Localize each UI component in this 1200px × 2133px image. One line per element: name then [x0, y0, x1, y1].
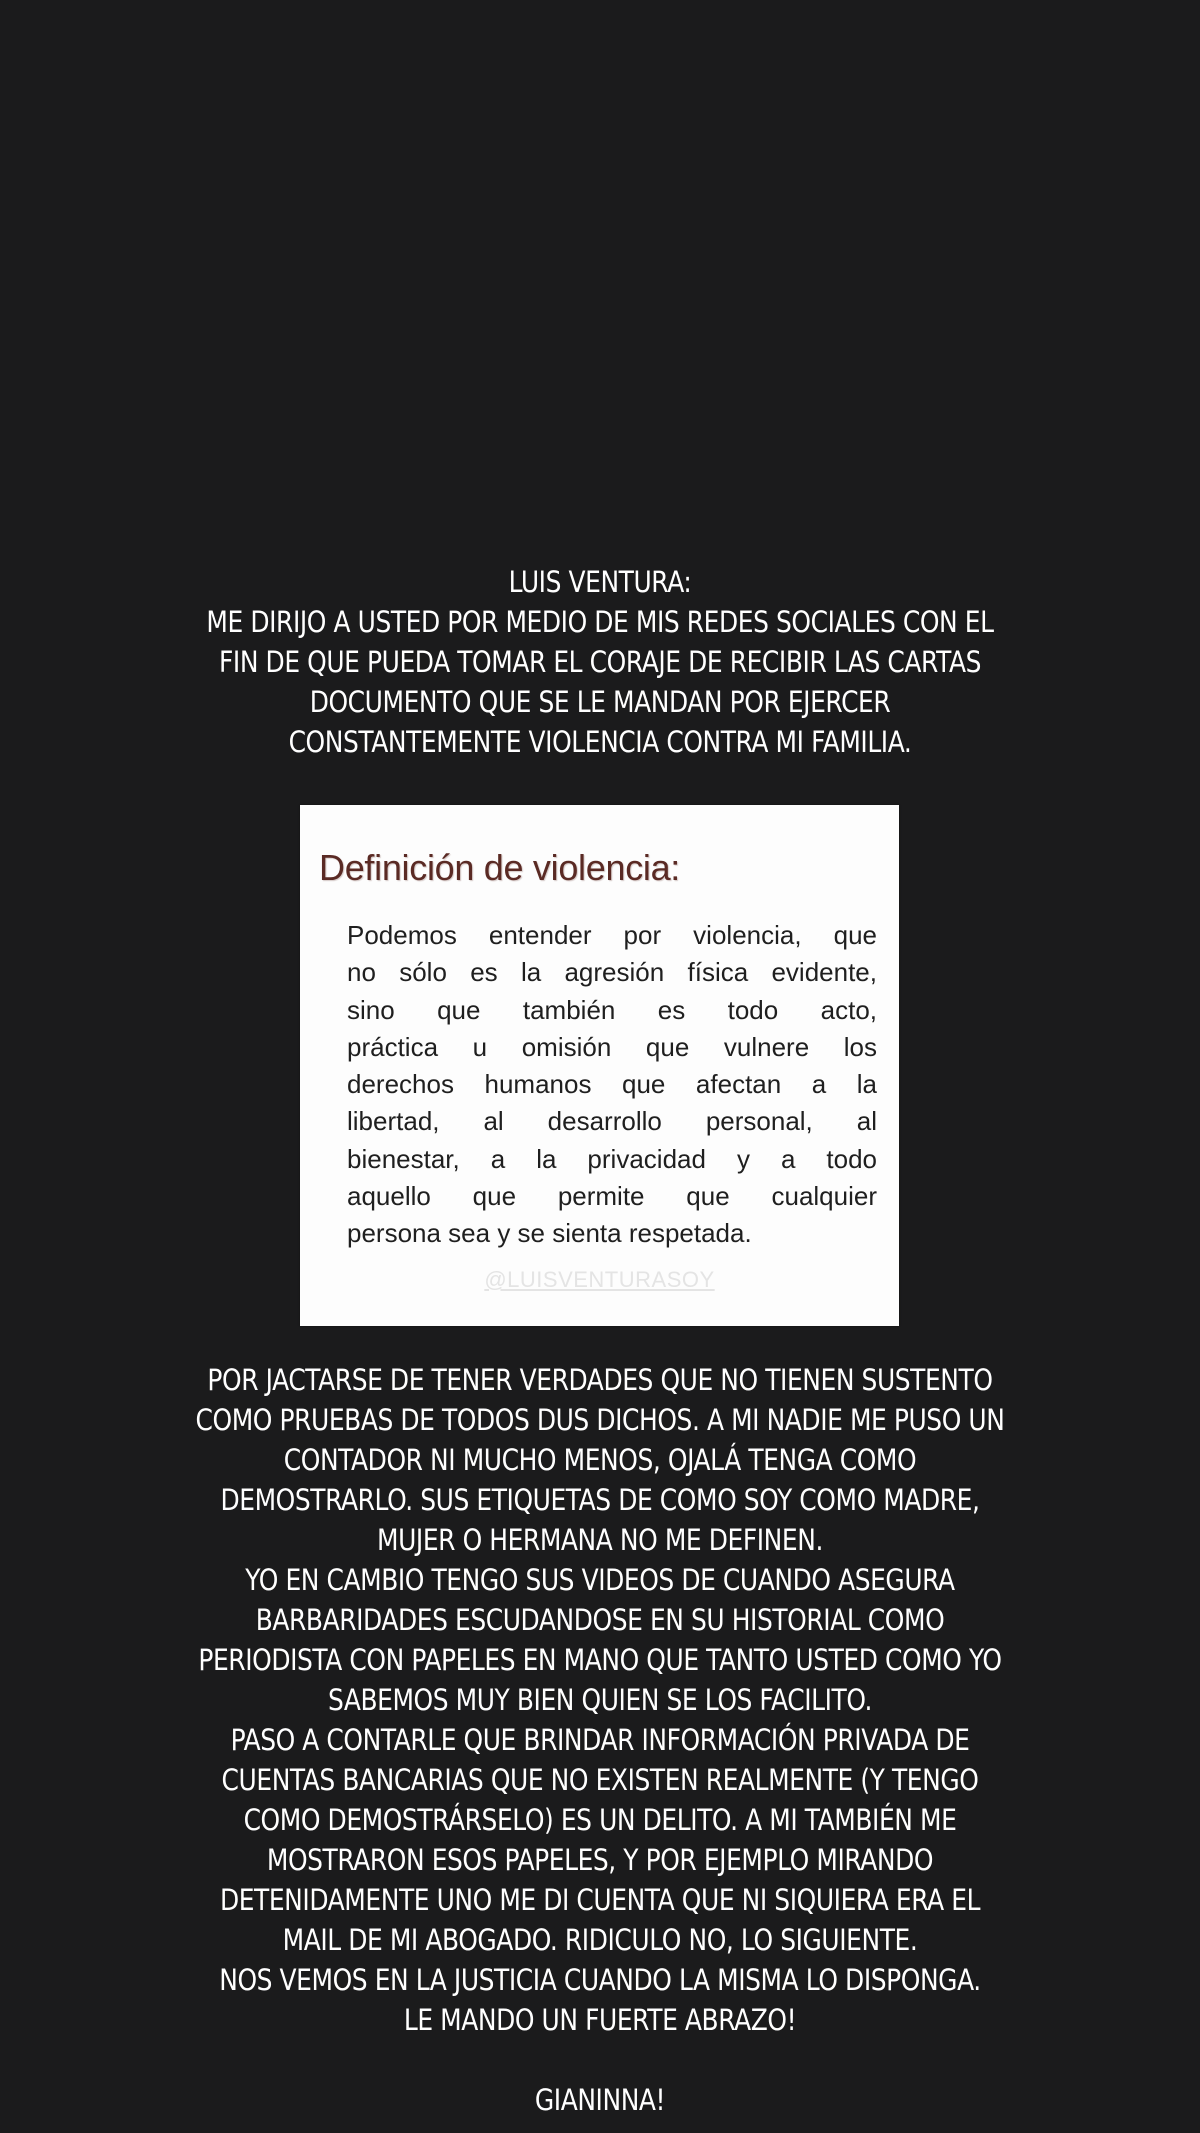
definition-text: [347, 917, 877, 1253]
body-line: PASO A CONTARLE QUE BRINDAR INFORMACIÓN PRIVADA DE: [230, 1723, 970, 1757]
definition-line: Podemos entender por violencia, que: [347, 920, 877, 950]
body-line: PERIODISTA CON PAPELES EN MANO QUE TANTO USTED COMO YO: [198, 1643, 1002, 1677]
definition-line: sino que también es todo acto,: [347, 994, 877, 1025]
body-line: SABEMOS MUY BIEN QUIEN SE LOS FACILITO.: [327, 1683, 873, 1717]
body-line: DEMOSTRARLO. SUS ETIQUETAS DE COMO SOY COMO MADRE,: [220, 1483, 980, 1517]
body-line: BARBARIDADES ESCUDANDOSE EN SU HISTORIAL COMO: [255, 1603, 945, 1637]
signature-text: GIANINNA!: [534, 2083, 666, 2117]
signature: [170, 2080, 1030, 2120]
intro-line: ME DIRIJO A USTED POR MEDIO DE MIS REDES SOCIALES CON EL: [206, 605, 994, 639]
watermark: @LUISVENTURASOY: [484, 1267, 715, 1292]
body-caption: [170, 1360, 1030, 2040]
body-line: DETENIDAMENTE UNO ME DI CUENTA QUE NI SIQUIERA ERA EL: [219, 1883, 981, 1917]
intro-line: LUIS VENTURA:: [508, 565, 692, 599]
definition-line: práctica u omisión que vulnere los: [347, 1031, 877, 1062]
body-line: POR JACTARSE DE TENER VERDADES QUE NO TIENEN SUSTENTO: [207, 1363, 993, 1397]
body-line: NOS VEMOS EN LA JUSTICIA CUANDO LA MISMA LO DISPONGA.: [219, 1963, 981, 1997]
body-line: YO EN CAMBIO TENGO SUS VIDEOS DE CUANDO ASEGURA: [245, 1563, 955, 1597]
definition-line: no sólo es la agresión física evidente,: [347, 957, 877, 988]
body-line: MUJER O HERMANA NO ME DEFINEN.: [377, 1523, 823, 1557]
body-line: CONTADOR NI MUCHO MENOS, OJALÁ TENGA COMO: [283, 1443, 917, 1477]
body-line: MOSTRARON ESOS PAPELES, Y POR EJEMPLO MIRANDO: [266, 1843, 934, 1877]
definition-line: aquello que permite que cualquier: [347, 1181, 877, 1212]
intro-line: FIN DE QUE PUEDA TOMAR EL CORAJE DE RECIBIR LAS CARTAS: [218, 645, 982, 679]
definition-line: persona sea y se sienta respetada.: [347, 1218, 752, 1249]
definition-image: [300, 805, 899, 1326]
intro-caption: [170, 562, 1030, 762]
definition-line: derechos humanos que afectan a la: [347, 1069, 877, 1100]
body-line: MAIL DE MI ABOGADO. RIDICULO NO, LO SIGUIENTE.: [282, 1923, 918, 1957]
definition-line: libertad, al desarrollo personal, al: [347, 1106, 877, 1137]
definition-line: bienestar, a la privacidad y a todo: [347, 1143, 877, 1174]
body-line: COMO DEMOSTRÁRSELO) ES UN DELITO. A MI TAMBIÉN ME: [243, 1803, 957, 1837]
definition-title: Definición de violencia:: [319, 847, 681, 888]
body-line: LE MANDO UN FUERTE ABRAZO!: [403, 2003, 797, 2037]
intro-line: CONSTANTEMENTE VIOLENCIA CONTRA MI FAMILIA.: [288, 725, 912, 759]
body-line: COMO PRUEBAS DE TODOS DUS DICHOS. A MI NADIE ME PUSO UN: [195, 1403, 1005, 1437]
body-line: CUENTAS BANCARIAS QUE NO EXISTEN REALMENTE (Y TENGO: [221, 1763, 979, 1797]
intro-line: DOCUMENTO QUE SE LE MANDAN POR EJERCER: [309, 685, 891, 719]
